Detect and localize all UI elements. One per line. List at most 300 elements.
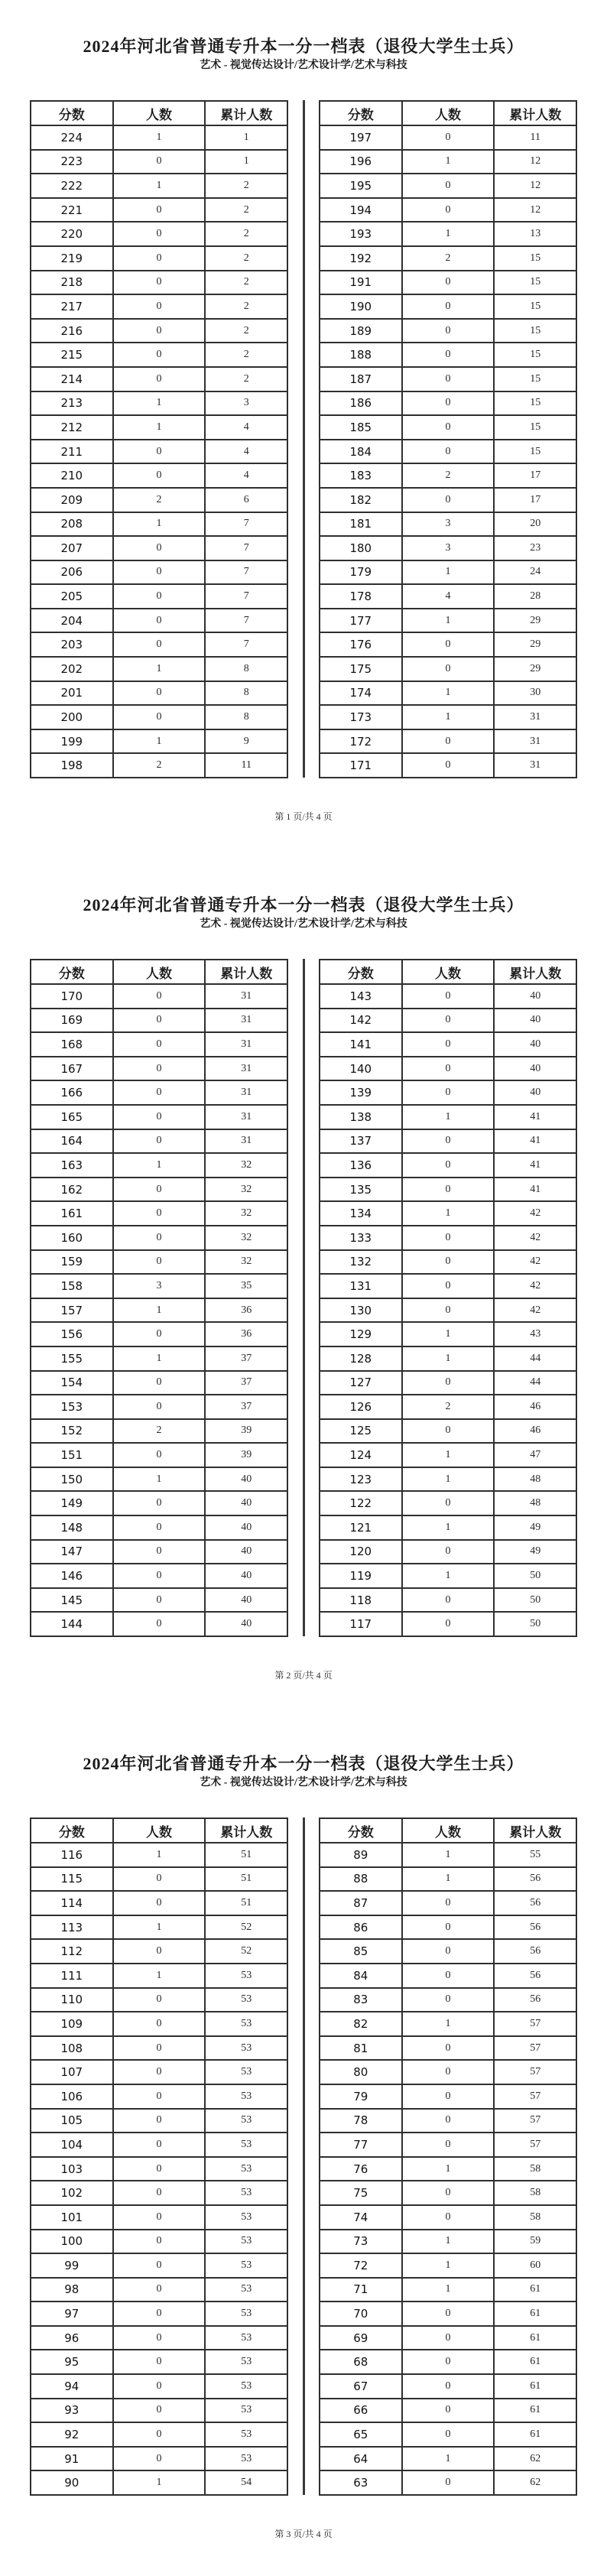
score-cell: 79 [320,2084,402,2109]
score-cell: 217 [31,294,113,319]
score-cell: 118 [320,1588,402,1613]
cumulative-cell: 7 [205,584,287,609]
table-row [320,1153,576,1178]
cumulative-cell: 51 [205,1843,287,1867]
count-cell: 0 [402,2181,495,2205]
count-cell: 0 [113,2350,206,2374]
cumulative-cell: 2 [205,198,287,223]
table-row [320,2447,576,2471]
count-cell: 1 [402,2278,495,2302]
score-table-left [30,959,288,1637]
table-row [320,2157,576,2181]
table-row [31,2399,287,2423]
cumulative-cell: 40 [205,1467,287,1492]
count-cell: 0 [402,1080,495,1105]
table-row [31,391,287,416]
cumulative-cell: 36 [205,1322,287,1346]
score-cell: 74 [320,2205,402,2230]
count-cell: 0 [402,294,495,319]
score-cell: 177 [320,609,402,633]
count-cell: 0 [113,2253,206,2278]
table-row [320,1612,576,1636]
cumulative-cell: 49 [494,1540,576,1564]
cumulative-cell: 53 [205,2253,287,2278]
table-row [31,2253,287,2278]
score-cell: 123 [320,1467,402,1492]
page-footer: 第 2 页/共 4 页 [274,1670,333,1681]
score-cell: 149 [31,1491,113,1515]
table-row [31,1153,287,1178]
table-row [31,1371,287,1395]
cumulative-cell: 32 [205,1201,287,1226]
score-cell: 157 [31,1298,113,1323]
count-cell: 0 [113,2422,206,2447]
table-row [320,632,576,657]
table-row [31,1250,287,1275]
table-row [320,512,576,537]
count-cell: 0 [402,1540,495,1564]
score-cell: 136 [320,1153,402,1178]
table-row [31,1939,287,1964]
score-cell: 114 [31,1891,113,1915]
score-cell: 124 [320,1443,402,1467]
table-row [31,1491,287,1515]
count-cell: 2 [402,463,495,488]
count-cell: 0 [402,1298,495,1323]
table-row [31,1843,287,1867]
score-cell: 201 [31,681,113,706]
score-cell: 82 [320,2012,402,2036]
cumulative-cell: 53 [205,2326,287,2350]
count-cell: 0 [113,1009,206,1033]
score-cell: 100 [31,2230,113,2254]
count-cell: 1 [402,222,495,246]
score-cell: 198 [31,753,113,778]
count-cell: 0 [402,729,495,754]
score-cell: 158 [31,1274,113,1298]
table-row [31,319,287,343]
cumulative-cell: 57 [494,2109,576,2133]
cumulative-cell: 40 [205,1612,287,1636]
count-cell: 0 [402,271,495,295]
score-cell: 92 [31,2422,113,2447]
score-cell: 207 [31,536,113,560]
page-footer: 第 1 页/共 4 页 [274,811,333,822]
score-cell: 147 [31,1540,113,1564]
score-cell: 86 [320,1915,402,1940]
table-row [31,271,287,295]
score-cell: 131 [320,1274,402,1298]
cumulative-cell: 53 [205,2133,287,2157]
score-cell: 75 [320,2181,402,2205]
count-cell: 0 [113,2036,206,2061]
table-row [31,2109,287,2133]
score-cell: 107 [31,2060,113,2084]
table-row [320,2399,576,2423]
table-row [31,174,287,198]
cumulative-cell: 39 [205,1443,287,1467]
cumulative-cell: 7 [205,536,287,560]
table-row [320,1346,576,1371]
cumulative-cell: 54 [205,2470,287,2495]
score-cell: 98 [31,2278,113,2302]
score-cell: 135 [320,1178,402,1202]
score-cell: 106 [31,2084,113,2109]
score-cell: 109 [31,2012,113,2036]
table-row [31,1080,287,1105]
score-cell: 89 [320,1843,402,1867]
table-row [320,1867,576,1892]
count-cell: 0 [402,2133,495,2157]
count-cell: 0 [113,1250,206,1275]
column-header-score: 分数 [320,101,402,125]
score-cell: 191 [320,271,402,295]
table-row [320,2422,576,2447]
count-cell: 1 [402,1201,495,1226]
cumulative-cell: 31 [205,1057,287,1081]
count-cell: 0 [113,367,206,391]
count-cell: 0 [402,2399,495,2423]
count-cell: 0 [113,1891,206,1915]
score-cell: 221 [31,198,113,223]
cumulative-cell: 53 [205,2350,287,2374]
score-cell: 180 [320,536,402,560]
table-row [31,984,287,1009]
table-row [320,1178,576,1202]
column-header-count: 人数 [402,960,495,984]
cumulative-cell: 2 [205,271,287,295]
score-cell: 190 [320,294,402,319]
table-row [320,319,576,343]
cumulative-cell: 15 [494,294,576,319]
count-cell: 2 [113,753,206,778]
table-row [320,1201,576,1226]
count-cell: 0 [402,343,495,367]
score-cell: 223 [31,150,113,174]
count-cell: 0 [113,2399,206,2423]
header-row [320,960,576,984]
cumulative-cell: 53 [205,2230,287,2254]
score-cell: 144 [31,1612,113,1636]
cumulative-cell: 2 [205,174,287,198]
score-cell: 164 [31,1129,113,1154]
cumulative-cell: 31 [205,1105,287,1129]
cumulative-cell: 61 [494,2278,576,2302]
count-cell: 0 [113,1057,206,1081]
page-title: 2024年河北省普通专升本一分一档表（退役大学生士兵） [83,1754,524,1773]
table-row [320,584,576,609]
table-row [31,1612,287,1636]
count-cell: 0 [113,1588,206,1613]
table-row [320,2326,576,2350]
count-cell: 0 [402,1939,495,1964]
count-cell: 0 [113,198,206,223]
score-cell: 214 [31,367,113,391]
cumulative-cell: 15 [494,391,576,416]
table-row [31,1867,287,1892]
table-row [320,1939,576,1964]
table-row [320,2302,576,2326]
table-row [320,2278,576,2302]
count-cell: 0 [113,1226,206,1250]
header-row [320,1818,576,1843]
column-header-cumulative: 累计人数 [205,960,287,984]
table-row [320,1129,576,1154]
count-cell: 1 [402,2157,495,2181]
count-cell: 1 [402,1322,495,1346]
count-cell: 0 [402,1009,495,1033]
table-row [31,560,287,585]
cumulative-cell: 53 [205,2422,287,2447]
cumulative-cell: 44 [494,1346,576,1371]
score-cell: 219 [31,246,113,271]
column-header-count: 人数 [113,101,206,125]
cumulative-cell: 53 [205,2012,287,2036]
table-row [320,440,576,464]
count-cell: 0 [113,294,206,319]
score-cell: 222 [31,174,113,198]
score-cell: 209 [31,488,113,512]
table-row [31,2422,287,2447]
cumulative-cell: 53 [205,2447,287,2471]
count-cell: 0 [113,2012,206,2036]
table-row [31,1129,287,1154]
count-cell: 0 [113,1867,206,1892]
table-row [320,1443,576,1467]
count-cell: 1 [113,1346,206,1371]
table-row [320,1988,576,2012]
cumulative-cell: 53 [205,2036,287,2061]
count-cell: 0 [113,2374,206,2399]
score-cell: 196 [320,150,402,174]
cumulative-cell: 35 [205,1274,287,1298]
count-cell: 0 [113,1371,206,1395]
cumulative-cell: 37 [205,1371,287,1395]
cumulative-cell: 32 [205,1250,287,1275]
table-row [320,125,576,150]
cumulative-cell: 56 [494,1891,576,1915]
score-cell: 183 [320,463,402,488]
score-table-right [319,100,577,778]
score-cell: 111 [31,1964,113,1988]
cumulative-cell: 53 [205,2060,287,2084]
count-cell: 4 [402,584,495,609]
cumulative-cell: 51 [205,1891,287,1915]
cumulative-cell: 7 [205,512,287,537]
count-cell: 0 [402,984,495,1009]
cumulative-cell: 8 [205,681,287,706]
cumulative-cell: 15 [494,271,576,295]
score-cell: 208 [31,512,113,537]
score-cell: 173 [320,705,402,729]
count-cell: 0 [402,1129,495,1154]
count-cell: 1 [113,657,206,681]
header-row [31,101,287,125]
count-cell: 0 [402,1915,495,1940]
count-cell: 1 [402,1564,495,1588]
cumulative-cell: 24 [494,560,576,585]
score-cell: 175 [320,657,402,681]
table-row [320,271,576,295]
table-row [31,1988,287,2012]
cumulative-cell: 20 [494,512,576,537]
score-cell: 174 [320,681,402,706]
count-cell: 1 [113,1915,206,1940]
score-cell: 206 [31,560,113,585]
count-cell: 0 [402,657,495,681]
table-row [31,2350,287,2374]
table-row [31,463,287,488]
count-cell: 1 [402,705,495,729]
table-row [320,1226,576,1250]
score-cell: 155 [31,1346,113,1371]
table-row [31,1346,287,1371]
cumulative-cell: 52 [205,1939,287,1964]
table-row [320,1395,576,1419]
table-row [320,1250,576,1275]
table-row [320,1915,576,1940]
cumulative-cell: 46 [494,1395,576,1419]
count-cell: 0 [402,1588,495,1613]
count-cell: 0 [113,1443,206,1467]
count-cell: 0 [113,1129,206,1154]
table-row [320,1032,576,1057]
cumulative-cell: 42 [494,1226,576,1250]
cumulative-cell: 61 [494,2374,576,2399]
table-row [320,657,576,681]
count-cell: 0 [113,1515,206,1540]
score-cell: 122 [320,1491,402,1515]
score-cell: 96 [31,2326,113,2350]
page-3 [0,1717,607,2576]
count-cell: 3 [402,536,495,560]
table-row [320,2036,576,2061]
count-cell: 0 [402,2422,495,2447]
score-cell: 71 [320,2278,402,2302]
table-row [320,198,576,223]
count-cell: 0 [402,1226,495,1250]
table-row [31,2470,287,2495]
cumulative-cell: 29 [494,609,576,633]
cumulative-cell: 7 [205,609,287,633]
table-divider [303,1817,305,2495]
cumulative-cell: 37 [205,1346,287,1371]
table-row [320,2350,576,2374]
count-cell: 0 [113,246,206,271]
table-row [320,984,576,1009]
count-cell: 0 [402,1250,495,1275]
table-row [31,1443,287,1467]
cumulative-cell: 40 [205,1588,287,1613]
cumulative-cell: 56 [494,1964,576,1988]
table-row [31,536,287,560]
score-cell: 165 [31,1105,113,1129]
count-cell: 0 [402,415,495,440]
score-cell: 185 [320,415,402,440]
score-cell: 134 [320,1201,402,1226]
table-row [31,1009,287,1033]
count-cell: 0 [402,488,495,512]
count-cell: 1 [402,1867,495,1892]
score-cell: 127 [320,1371,402,1395]
count-cell: 0 [402,198,495,223]
cumulative-cell: 41 [494,1153,576,1178]
table-row [31,609,287,633]
score-cell: 213 [31,391,113,416]
table-row [31,1032,287,1057]
score-cell: 142 [320,1009,402,1033]
score-cell: 178 [320,584,402,609]
table-row [320,294,576,319]
table-row [320,1419,576,1444]
score-cell: 162 [31,1178,113,1202]
column-header-score: 分数 [320,960,402,984]
table-row [320,1080,576,1105]
cumulative-cell: 31 [494,729,576,754]
table-row [31,1105,287,1129]
score-cell: 115 [31,1867,113,1892]
table-row [320,2181,576,2205]
count-cell: 0 [402,2326,495,2350]
count-cell: 1 [113,1964,206,1988]
table-row [320,560,576,585]
count-cell: 0 [113,2230,206,2254]
score-cell: 80 [320,2060,402,2084]
score-cell: 188 [320,343,402,367]
table-row [320,1564,576,1588]
count-cell: 1 [402,609,495,633]
count-cell: 0 [113,1201,206,1226]
count-cell: 0 [402,1057,495,1081]
table-row [320,1274,576,1298]
count-cell: 0 [113,1988,206,2012]
table-row [31,584,287,609]
header-row [31,1818,287,1843]
count-cell: 0 [402,2060,495,2084]
score-cell: 197 [320,125,402,150]
table-row [31,2447,287,2471]
cumulative-cell: 31 [205,1032,287,1057]
score-cell: 154 [31,1371,113,1395]
score-cell: 83 [320,1988,402,2012]
count-cell: 0 [113,1564,206,1588]
score-cell: 77 [320,2133,402,2157]
count-cell: 1 [113,1298,206,1323]
score-cell: 169 [31,1009,113,1033]
table-row [320,2084,576,2109]
page-subtitle: 艺术 - 视觉传达设计/艺术设计学/艺术与科技 [200,918,407,930]
cumulative-cell: 41 [494,1178,576,1202]
cumulative-cell: 37 [205,1395,287,1419]
table-row [320,729,576,754]
score-cell: 156 [31,1322,113,1346]
score-cell: 102 [31,2181,113,2205]
table-row [320,2060,576,2084]
cumulative-cell: 31 [494,753,576,778]
table-divider [303,959,305,1636]
cumulative-cell: 53 [205,2084,287,2109]
count-cell: 0 [402,1612,495,1636]
count-cell: 0 [402,2036,495,2061]
count-cell: 0 [113,1032,206,1057]
cumulative-cell: 23 [494,536,576,560]
column-header-cumulative: 累计人数 [494,1818,576,1843]
cumulative-cell: 15 [494,343,576,367]
score-cell: 112 [31,1939,113,1964]
cumulative-cell: 12 [494,174,576,198]
table-row [31,1564,287,1588]
table-row [320,1540,576,1564]
